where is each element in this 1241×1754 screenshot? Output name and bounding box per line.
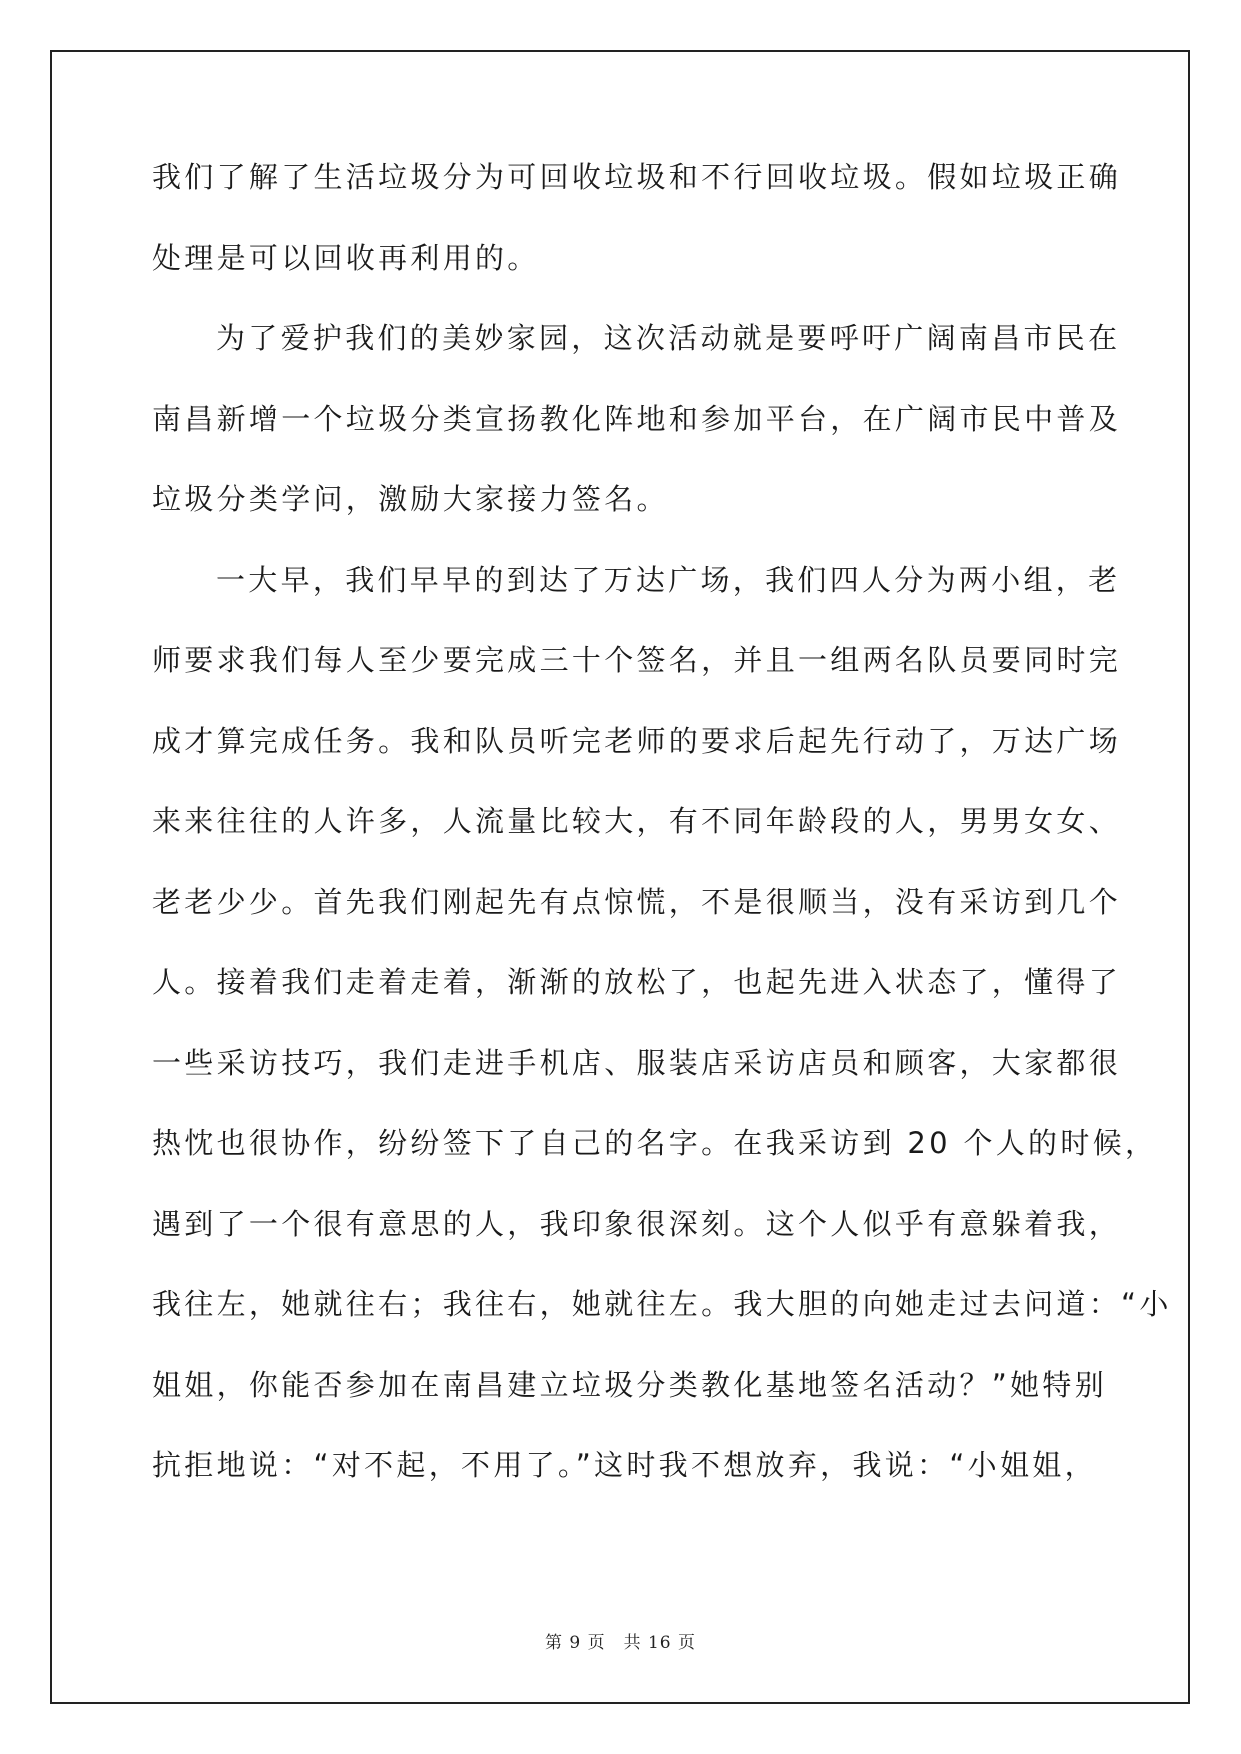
- paragraph-start-line: 为了爱护我们的美妙家园，这次活动就是要呼吁广阔南昌市民在: [216, 321, 1121, 355]
- paragraph-start-line: 一大早，我们早早的到达了万达广场，我们四人分为两小组，老: [216, 562, 1121, 597]
- text-line: 我们了解了生活垃圾分为可回收垃圾和不行回收垃圾。假如垃圾正确: [152, 160, 1122, 194]
- text-line: 来来往往的人许多，人流量比较大，有不同年龄段的人，男男女女、: [152, 804, 1122, 838]
- text-line: 处理是可以回收再利用的。: [152, 240, 540, 275]
- total-pages: 共 16 页: [623, 1633, 697, 1653]
- text-line: 师要求我们每人至少要完成三十个签名，并且一组两名队员要同时完: [152, 643, 1122, 677]
- text-line: 垃圾分类学问，激励大家接力签名。: [152, 482, 669, 516]
- document-body: [152, 160, 1172, 1529]
- text-line: 成才算完成任务。我和队员听完老师的要求后起先行动了，万达广场: [152, 723, 1122, 758]
- text-line: 热忱也很协作，纷纷签下了自己的名字。在我采访到 20 个人的时候，: [152, 1126, 1158, 1160]
- text-line: 人。接着我们走着走着，渐渐的放松了，也起先进入状态了，懂得了: [152, 965, 1122, 999]
- text-line: 抗拒地说：“对不起，不用了。”这时我不想放弃，我说：“小姐姐，: [152, 1448, 1097, 1482]
- page-number: 第 9 页: [544, 1633, 606, 1653]
- text-line: 南昌新增一个垃圾分类宣扬教化阵地和参加平台，在广阔市民中普及: [152, 401, 1122, 436]
- text-line: 遇到了一个很有意思的人，我印象很深刻。这个人似乎有意躲着我，: [152, 1206, 1122, 1241]
- text-line: 一些采访技巧，我们走进手机店、服装店采访店员和顾客，大家都很: [152, 1045, 1122, 1080]
- text-line: 我往左，她就往右；我往右，她就往左。我大胆的向她走过去问道：“小: [152, 1287, 1172, 1321]
- text-line: 老老少少。首先我们刚起先有点惊慌，不是很顺当，没有采访到几个: [152, 884, 1122, 919]
- text-line: 姐姐，你能否参加在南昌建立垃圾分类教化基地签名活动？”她特别: [152, 1367, 1108, 1402]
- page-footer: [0, 1628, 1241, 1653]
